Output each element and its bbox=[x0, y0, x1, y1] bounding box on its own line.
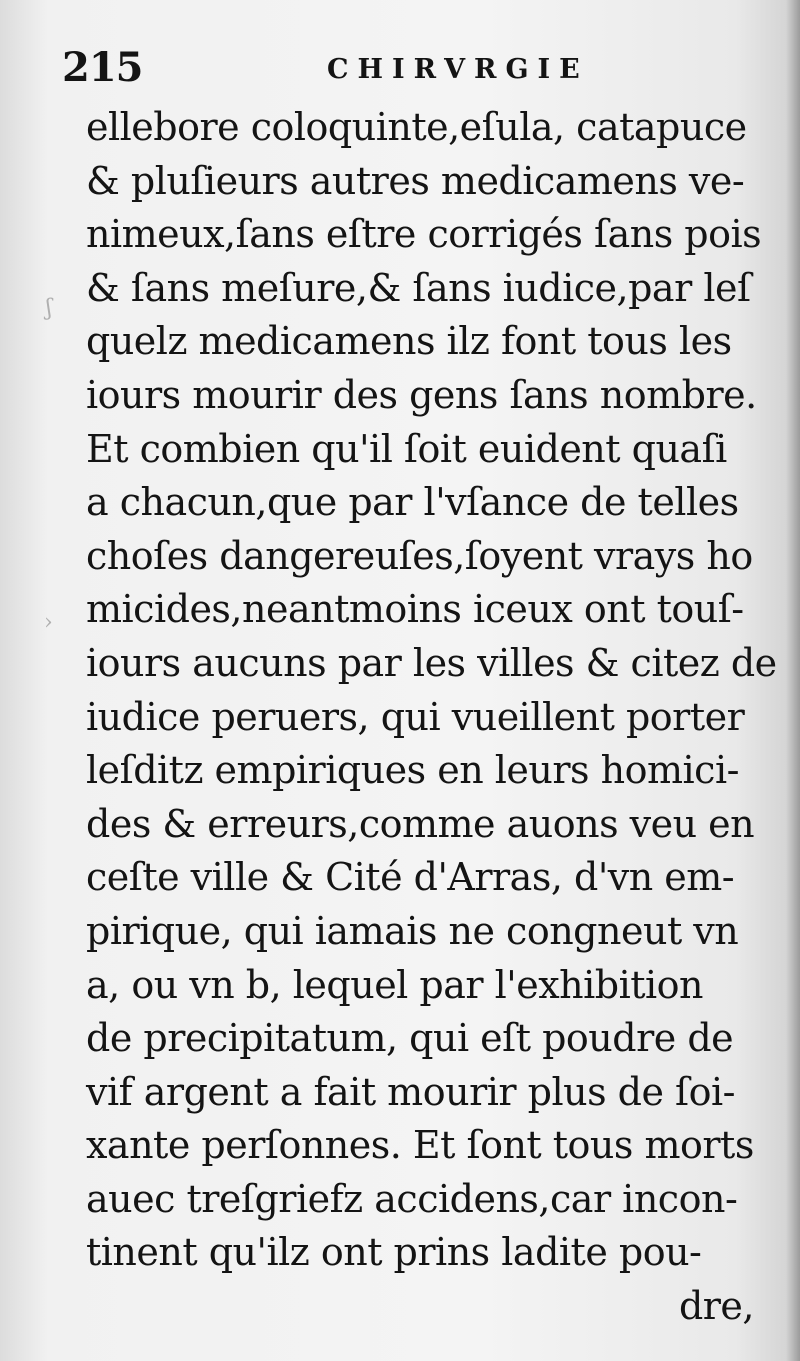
text-line: leſditz empiriques en leurs homici- bbox=[86, 748, 739, 793]
text-line: ceſte ville & Cité d'Arras, d'vn em- bbox=[86, 855, 735, 900]
text-line: ellebore coloquinte,eſula, catapuce bbox=[86, 105, 747, 149]
page-number: 215 bbox=[62, 44, 143, 91]
text-line: & pluſieurs autres medicamens ve- bbox=[86, 158, 745, 203]
text-line: micides,neantmoins iceux ont touſ- bbox=[86, 587, 744, 632]
text-line: Et combien qu'il ſoit euident quaſi bbox=[86, 426, 727, 471]
text-line: iours mourir des gens ſans nombre. bbox=[86, 372, 757, 417]
text-line: iours aucuns par les villes & citez de bbox=[86, 640, 777, 685]
text-line: nimeux,ſans eſtre corrigés ſans pois bbox=[86, 212, 762, 257]
margin-show-through: › bbox=[44, 610, 53, 635]
text-line: auec treſgriefz accidens,car incon- bbox=[86, 1176, 738, 1221]
text-line: de precipitatum, qui eſt poudre de bbox=[86, 1016, 734, 1061]
text-line: tinent qu'ilz ont prins ladite pou- bbox=[86, 1230, 702, 1275]
text-line: a chacun,que par l'vſance de telles bbox=[86, 480, 739, 525]
page-header bbox=[62, 44, 762, 104]
text-line: des & erreurs,comme auons veu en bbox=[86, 801, 755, 846]
text-line: vif argent a fait mourir plus de ſoi- bbox=[86, 1069, 735, 1114]
text-line: & ſans meſure,& ſans iudice,par leſ bbox=[86, 265, 751, 310]
text-line: a, ou vn b, lequel par l'exhibition bbox=[86, 962, 704, 1007]
body-text bbox=[86, 101, 776, 1334]
text-line: choſes dangereuſes,ſoyent vrays ho bbox=[86, 533, 753, 578]
margin-show-through: ʃ bbox=[46, 296, 52, 321]
text-line: iudice peruers, qui vueillent porter bbox=[86, 694, 745, 739]
catchword-line: dre, bbox=[678, 1284, 754, 1329]
text-line: xante perſonnes. Et ſont tous morts bbox=[86, 1123, 754, 1168]
running-head: CHIRVRGIE bbox=[327, 54, 589, 85]
text-line: quelz medicamens ilz font tous les bbox=[86, 319, 732, 364]
text-line: pirique, qui iamais ne congneut vn bbox=[86, 908, 739, 953]
page-edge-shadow bbox=[786, 0, 800, 1361]
